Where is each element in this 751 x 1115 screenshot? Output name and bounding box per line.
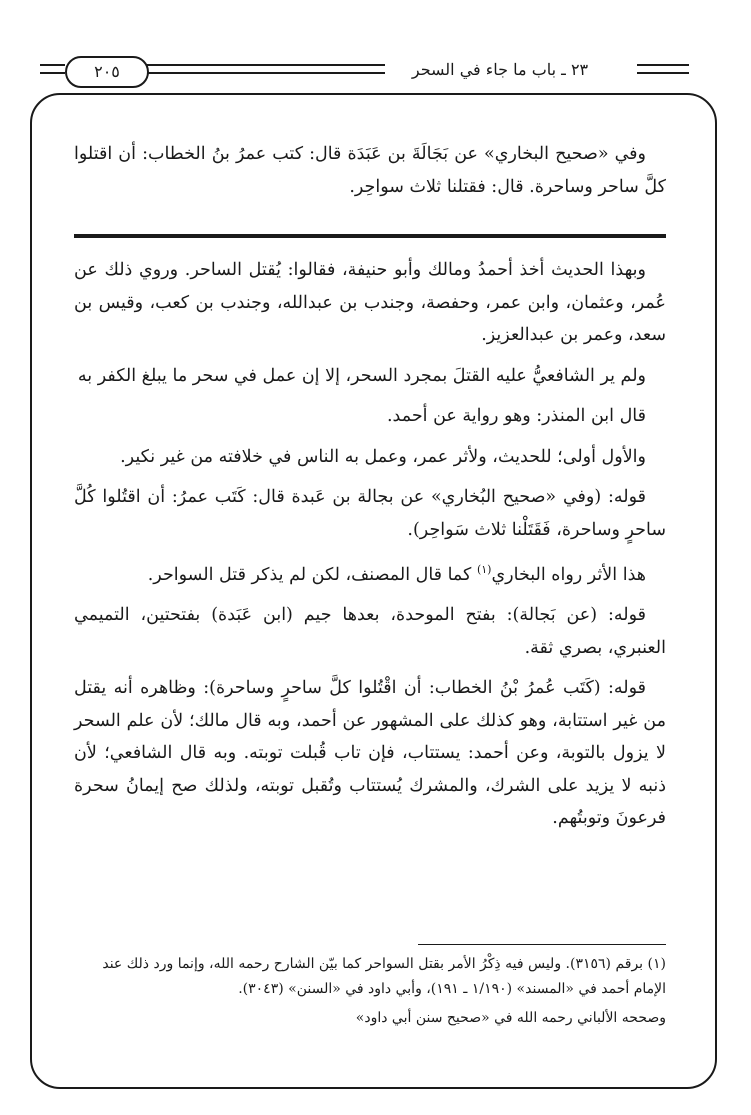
header-rule-far-left-top (40, 64, 65, 66)
commentary-paragraph-6-text: هذا الأثر رواه البخاري (491, 564, 646, 585)
commentary-paragraph-6-rest: كما قال المصنف، لكن لم يذكر قتل السواحر. (147, 564, 477, 585)
commentary-paragraph-4: والأول أولى؛ للحديث، ولأثر عمر، وعمل به الناس في خلافته من غير نكير. (120, 446, 646, 467)
commentary-paragraph-3: قال ابن المنذر: وهو رواية عن أحمد. (386, 406, 646, 426)
main-text (74, 138, 666, 211)
header-rule-far-left-bottom (40, 72, 65, 74)
commentary-paragraph-5: قوله: (وفي «صحيح البُخاري» عن بجالة بن عَبدة قال: كَتَب عمرُ: أن اقتُلوا كُلَّ ساحرٍ وساحرة، فَقَتَلْنا ثلاث سَواحِر). (74, 487, 666, 540)
footnote-2: وصححه الألباني رحمه الله في «صحيح سنن أبي داود» (355, 1010, 666, 1026)
commentary-paragraph-1: وبهذا الحديث أخذ أحمدُ ومالك وأبو حنيفة، فقالوا: يُقتل الساحر. وروي ذلك عن عُمر، وعثمان، وابن عمر، وحفصة، وجندب بن عبدالله، وجندب بن كعب، وقيس بن سعد، وعمر بن عبدالعزيز. (74, 260, 666, 345)
commentary-paragraph-6 (74, 554, 666, 591)
footnote-1: (١) برقم (٣١٥٦). وليس فيه ذِكْرُ الأمر بقتل السواحر كما بيّن الشارح رحمه الله، وإنما ورد ذلك عند الإمام أحمد في «المسند» (١/١٩٠ ـ ١٩١)، وأبي داود في «السنن» (٣٠٤٣). (102, 956, 666, 997)
chapter-title: ٢٣ ـ باب ما جاء في السحر (411, 60, 589, 79)
commentary (74, 254, 666, 843)
header-rule-left-bottom (145, 72, 385, 74)
commentary-paragraph-7: قوله: (عن بَجالة): بفتح الموحدة، بعدها جيم (ابن عَبَدة) بفتحتين، التميمي العنبري، بصري ثقة. (74, 605, 666, 658)
header-rule-right-top (637, 64, 689, 66)
footnote-rule (418, 944, 666, 945)
main-text-paragraph: وفي «صحيح البخاري» عن بَجَالَةَ بن عَبَدَة قال: كتب عمرُ بنُ الخطاب: أن اقتلوا كلَّ ساحر وساحرة. قال: فقتلنا ثلاث سواحِر. (74, 144, 666, 197)
footnote-ref-1[interactable]: (١) (476, 563, 492, 576)
footnotes (74, 952, 666, 1035)
commentary-paragraph-2: ولم ير الشافعيُّ عليه القتلَ بمجرد السحر، إلا إن عمل في سحر ما يبلغ الكفر به (77, 365, 646, 386)
header-rule-right-bottom (637, 72, 689, 74)
header-rule-left-top (145, 64, 385, 66)
commentary-paragraph-8: قوله: (كَتَب عُمرُ بْنُ الخطاب: أن اقْتُلوا كلَّ ساحرٍ وساحرة): وظاهره أنه يقتل من غير استتابة، وهو كذلك على المشهور عن أحمد، وبه قال مالك؛ لأن علم السحر لا يزول بالتوبة، وعن أحمد: يستتاب، فإن تاب قُبلت توبته. وبه قال الشافعي؛ لأن ذنبه لا يزيد على الشرك، والمشرك يُستتاب وتُقبل توبته، ولذلك صح إيمانُ سحرة فرعونَ وتوبتُهم. (74, 678, 666, 829)
page-number: ٢٠٥ (65, 56, 149, 88)
section-divider (74, 234, 666, 238)
